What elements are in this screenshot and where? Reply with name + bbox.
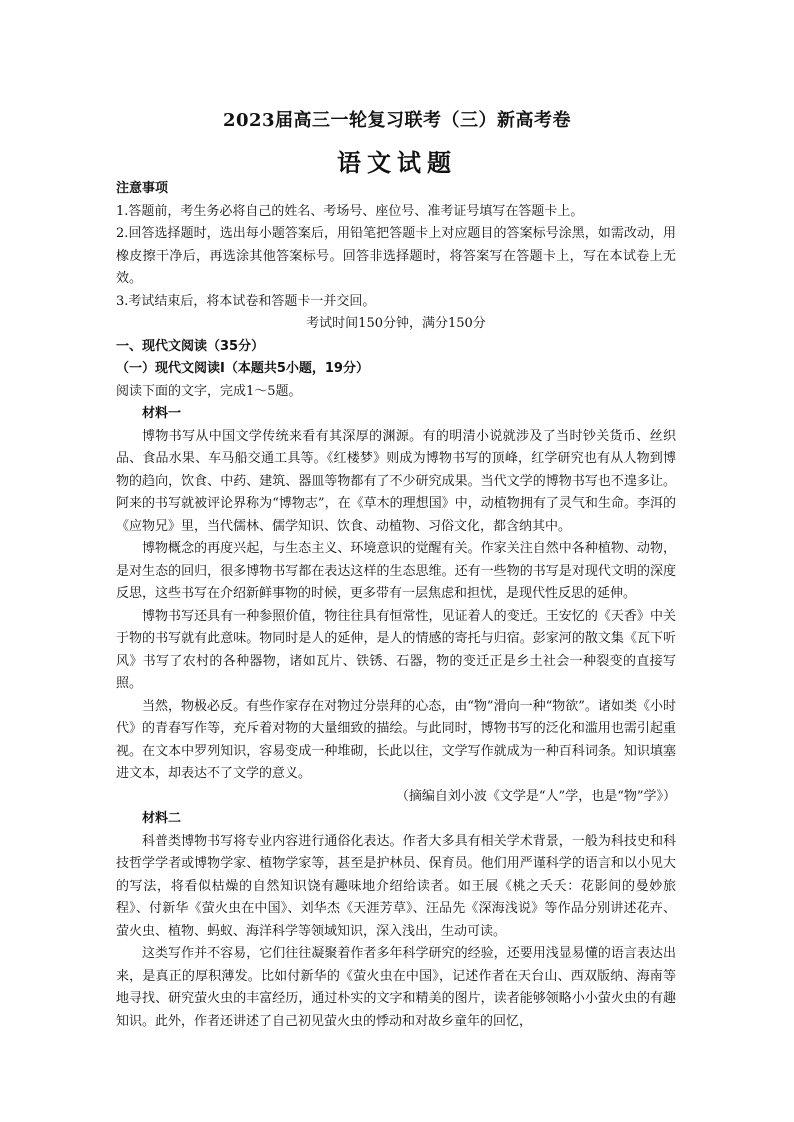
material1-source: （摘编自刘小波《文学是“人”学，也是“物”学》） — [395, 788, 676, 804]
notice-item-3: 3.考试结束后，将本试卷和答题卡一并交回。 — [116, 293, 376, 309]
material2-paragraph-1: 科普类博物书写将专业内容进行通俗化表达。作者大多具有相关学术背景，一般为科技史和科技哲学学者或博物学家、植物学家等，甚至是护林员、保育员。他们用严谨科学的语言和以小见大的写法，将看似枯燥的自然知识饶有趣味地介绍给读者。如王展《桃之夭夭：花影间的曼妙旅程》、付新华《萤火虫在中国》、刘华杰《天涯芳草》、汪品先《深海浅说》等作品分别讲述花卉、萤火虫、植物、蚂蚁、海洋科学等领域知识，深入浅出，生动可读。 — [116, 833, 676, 939]
material2-label: 材料二 — [142, 811, 182, 826]
notice-heading: 注意事项 — [116, 181, 169, 196]
section1-instruction: 阅读下面的文字，完成1～5题。 — [116, 383, 302, 399]
time-info: 考试时间150分钟，满分150分 — [306, 316, 486, 331]
section1-subheading: （一）现代文阅读Ⅰ（本题共5小题，19分） — [116, 361, 369, 376]
material1-paragraph-1: 博物书写从中国文学传统来看有其深厚的渊源。有的明清小说就涉及了当时钞关货币、丝织品、食品水果、车马船交通工具等。《红楼梦》则成为博物书写的顶峰，红学研究也有从人物到博物的趋向，饮食、中药、建筑、器皿等物都有了不少研究成果。当代文学的博物书写也不遑多让。阿来的书写就被评论界称为“博物志”，在《草木的理想国》中，动植物拥有了灵气和生命。李洱的《应物兄》里，当代儒林、儒学知识、饮食、动植物、习俗文化，都含纳其中。 — [116, 428, 676, 534]
section1-heading: 一、现代文阅读（35分） — [116, 338, 265, 354]
notice-item-2: 2.回答选择题时，选出每小题答案后，用铅笔把答题卡上对应题目的答案标号涂黑，如需改动，用橡皮擦干净后，再选涂其他答案标号。回答非选择题时，将答案写在答题卡上，写在本试卷上无效。 — [116, 226, 676, 286]
notice-item-1: 1.答题前，考生务必将自己的姓名、考场号、座位号、准考证号填写在答题卡上。 — [116, 203, 584, 219]
material2-paragraph-2: 这类写作并不容易，它们往往凝聚着作者多年科学研究的经验，还要用浅显易懂的语言表达出来，是真正的厚积薄发。比如付新华的《萤火虫在中国》，记述作者在天台山、西双版纳、海南等地寻找、研究萤火虫的丰富经历，通过朴实的文字和精美的图片，读者能够领略小小萤火虫的有趣知识。此外，作者还讲述了自己初见萤火虫的悸动和对故乡童年的回忆， — [116, 946, 676, 1029]
exam-content — [116, 178, 676, 1033]
material1-paragraph-3: 博物书写还具有一种参照价值，物往往具有恒常性，见证着人的变迁。王安忆的《天香》中关于物的书写就有此意味。物同时是人的延伸，是人的情感的寄托与归宿。彭家河的散文集《瓦下听风》书写了农村的各种器物，诸如瓦片、铁锈、石器，物的变迁正是乡土社会一种裂变的直接写照。 — [116, 608, 676, 691]
material1-label: 材料一 — [142, 406, 182, 421]
material1-paragraph-2: 博物概念的再度兴起，与生态主义、环境意识的觉醒有关。作家关注自然中各种植物、动物，是对生态的回归，很多博物书写都在表达这样的生态思维。还有一些物的书写是对现代文明的深度反思，这些书写在介绍新鲜事物的时候，更多带有一层焦虑和担忧，是现代性反思的延伸。 — [116, 541, 676, 601]
material1-paragraph-4: 当然，物极必反。有些作家存在对物过分崇拜的心态，由“物”滑向一种“物欲”。诸如类《小时代》的青春写作等，充斥着对物的大量细致的描绘。与此同时，博物书写的泛化和滥用也需引起重视。在文本中罗列知识，容易变成一种堆砌，长此以往，文学写作就成为一种百科词条。知识填塞进文本，却表达不了文学的意义。 — [116, 698, 676, 781]
exam-title: 2023届高三一轮复习联考（三）新高考卷 — [222, 110, 572, 131]
subject-title: 语文试题 — [337, 148, 457, 177]
